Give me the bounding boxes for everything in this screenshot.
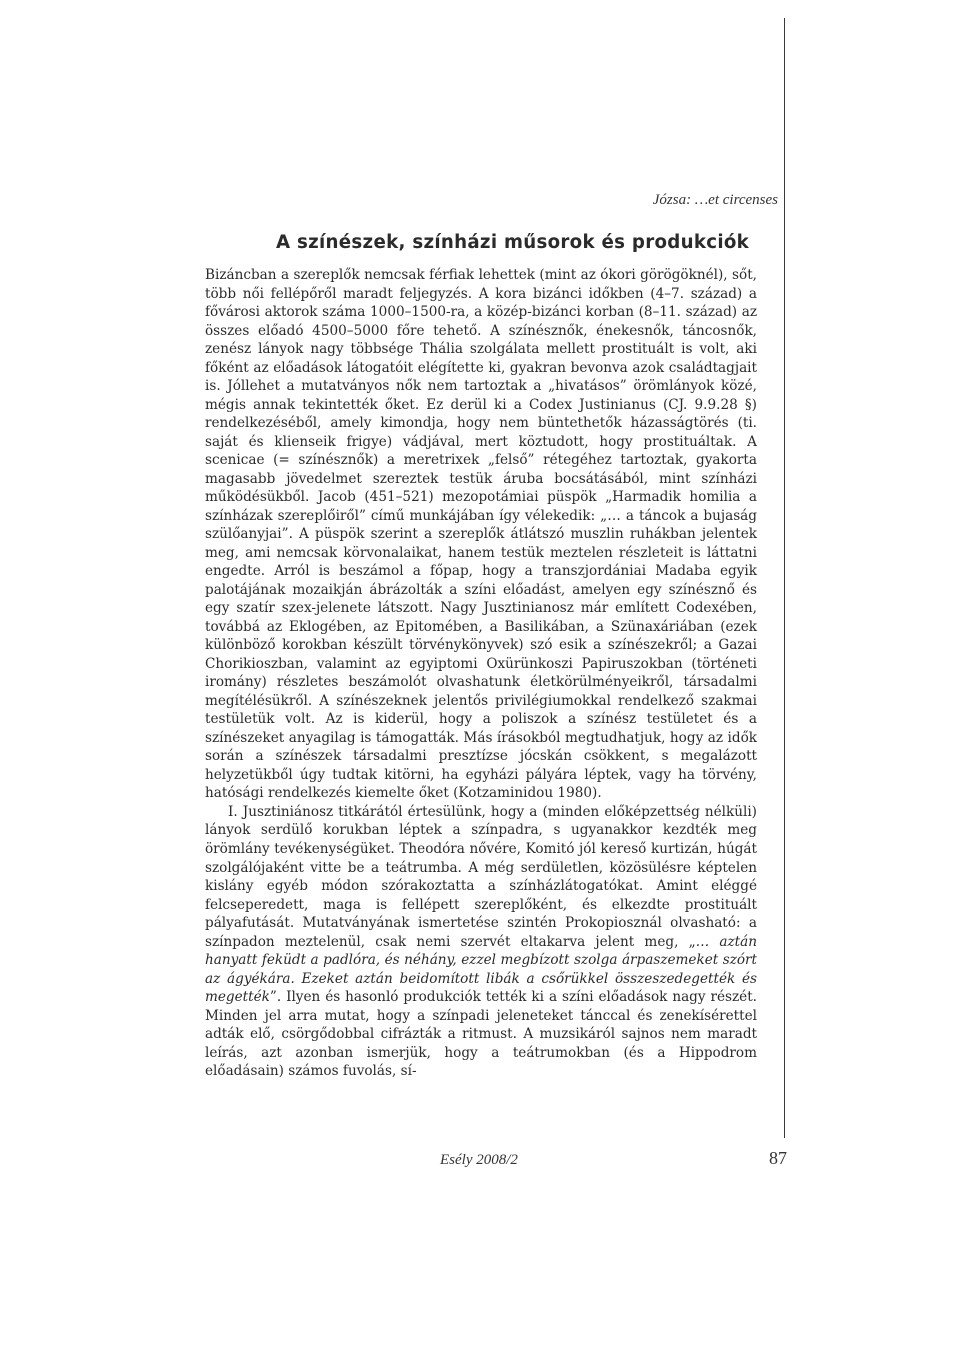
section-title: A színészek, színházi műsorok és produkciók: [276, 232, 750, 253]
paragraph: [205, 803, 757, 1081]
article-body: [205, 266, 757, 1081]
italic-quote: … aztán hanyatt feküdt a padlóra, és néhány, ezzel megbízott szolga árpaszemeket szórt az ágyékára. Ezeket aztán beidomított libák a csőrükkel összeszedegették és megették: [205, 933, 757, 1006]
paragraph-text: Bizáncban a szereplők nemcsak férfiak lehettek (mint az ókori görögöknél), sőt, több női fellépőről maradt feljegyzés. A kora bizánci időkben (4–7. század) a fővárosi aktorok száma 1000–1500-ra, a közép-bizánci korban (8–11. század) az összes előadó 4500–5000 főre tehető. A színésznők, énekesnők, táncosnők, zenész lányok nagy többsége Thália szolgálata mellett prostituált is volt, aki főként az előadások látogatóit elégítette ki, gyakran bevonva azok családtagjait is. Jóllehet a mutatványos nők nem tartoztak a „hivatásos” örömlányok közé, mégis annak tekintették őket. Ez derül ki a Codex Justinianus (CJ. 9.9.28 §) rendelkezéséből, amely kimondja, hogy nem büntethetők házasságtörés (ti. saját és klienseik frigye) vádjával, mert köztudott, hogy prostituáltak. A scenicae (= színésznők) a meretrixek „felső” rétegéhez tartoztak, gyakorta magasabb jövedelmet szereztek testük áruba bocsátásából, mint színházi működésükből. Jacob (451–521) mezopotámiai püspök „Harmadik homilia a színházak szereplőiről” című munkájában így vélekedik: „… a táncok a bujaság szülőanyjai”. A püspök szerint a szereplők átlátszó muszlin ruhákban jelentek meg, ami nemcsak körvonalaikat, hanem testük meztelen részleteit is láttatni engedte. Arról is beszámol a főpap, hogy a transzjordániai Madaba egyik palotájának mozaikján ábrázolták a színi előadást, amelyen egy színésznő és egy szatír szex-jelenete látszott. Nagy Jusztinianosz már említett Codexében, továbbá az Eklogében, az Epitomében, a Basilikában, a Szünaxáriában (ezek különböző korokban készült törvénykönyvek) szó esik a színészekről; a Gazai Chorikioszban, valamint az egyiptomi Oxürünkoszi Papiruszokban (történeti iromány) részletes beszámolót olvashatunk életkörülményeikről, társadalmi megítélésükről. A színészeknek jelentős privilégiumokkal rendelkező szakmai testületük volt. Az is kiderül, hogy a poliszok a színész testületet és a színészeket anyagilag is támogatták. Más írásokból megtudhatjuk, hogy az idők során a színészek társadalmi presztízse jócskán csökkent, s megalázott helyzetükből úgy tudtak kitörni, ha egyházi pályára léptek, vagy ha törvény, hatósági rendelkezés kiemelte őket (Kotzaminidou 1980).: [205, 267, 757, 802]
running-head: Józsa: …et circenses: [652, 192, 778, 208]
paragraph-text: ”. Ilyen és hasonló produkciók tették ki a színi előadások nagy részét. Minden jel arra mutat, hogy a színpadi jeleneteket tánccal és zenekísérettel adták elő, csörgődobbal cifrázták a ritmust. A muzsikáról sajnos nem maradt leírás, azt azonban ismerjük, hogy a teátrumokban (és a Hippodrom előadásain) számos fuvolás, sí-: [205, 989, 757, 1080]
page-number: 87: [769, 1148, 787, 1168]
paragraph-text: I. Jusztiniánosz titkárától értesülünk, hogy a (minden előképzettség nélküli) lányok serdülő korukban léptek a színpadra, s ugyanakkor kezdték meg örömlány tevékenységüket. Theodóra nővére, Komitó jól kereső kurtizán, húgát szolgálójaként vitte be a teátrumba. A még serdületlen, közösülésre képtelen kislány egyéb módon szórakoztatta a színházlátogatókat. Amint eléggé felcseperedett, maga is fellépett szereplőként, és elkezdte prostituált pályafutását. Mutatványának ismertetése szintén Prokopiosznál olvasható: a színpadon meztelenül, csak nemi szervét eltakarva jelent meg, „: [205, 803, 757, 950]
paragraph: [205, 266, 757, 803]
footer-journal-title: Esély 2008/2: [440, 1152, 518, 1168]
margin-rule: [784, 18, 785, 1138]
